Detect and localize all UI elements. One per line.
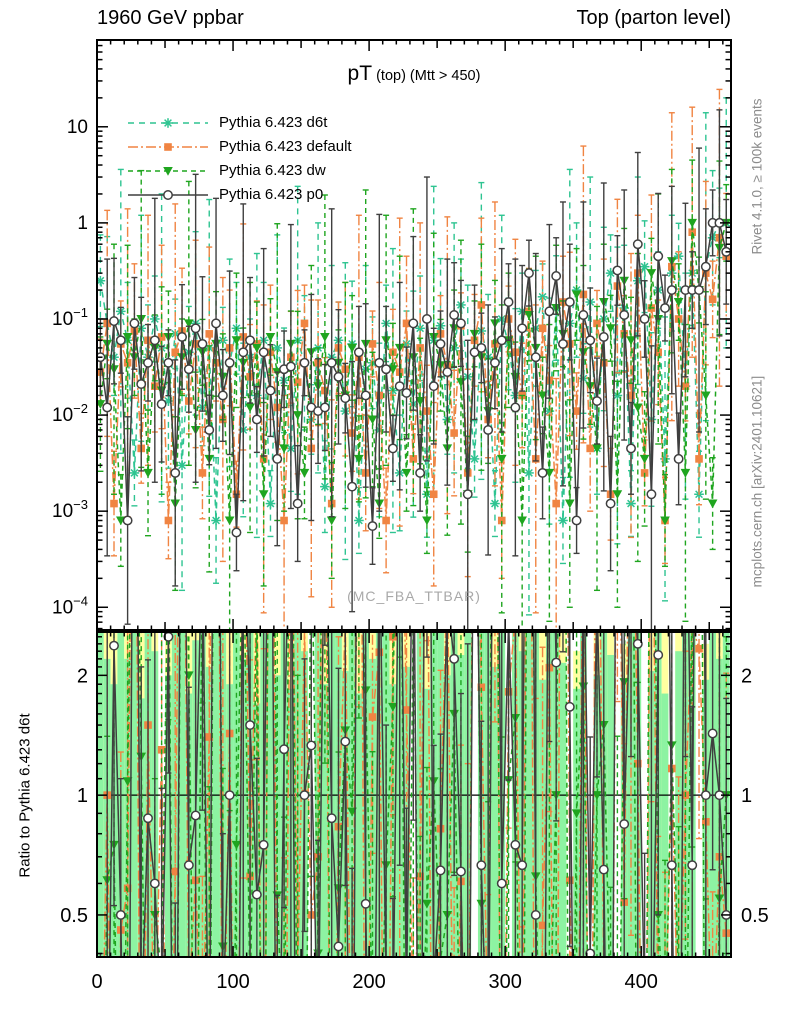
svg-text:10−1: $10^{-1}$ — [52, 304, 88, 330]
header-beam-energy: 1960 GeV ppbar — [97, 7, 244, 29]
legend-label-default: Pythia 6.423 default — [219, 137, 352, 155]
analysis-watermark: (MC_FBA_TTBAR) — [347, 588, 481, 604]
svg-text:1: 1 — [741, 785, 753, 808]
legend-label-p0: Pythia 6.423 p0 — [219, 185, 324, 203]
svg-text:2: 2 — [76, 665, 88, 688]
svg-text:400: 400 — [624, 971, 658, 993]
legend-item-dw — [126, 158, 352, 182]
legend-item-p0 — [126, 182, 352, 206]
svg-text:0: 0 — [91, 971, 103, 993]
ratio-axis-title: Ratio to Pythia 6.423 d6t — [16, 713, 34, 878]
svg-text:100: 100 — [216, 971, 250, 993]
plot-title — [97, 62, 731, 86]
legend-label-d6t: Pythia 6.423 d6t — [219, 113, 328, 131]
legend-item-d6t — [126, 110, 352, 134]
svg-text:10−2: $10^{-2}$ — [52, 401, 88, 427]
plot-title-main: pT — [347, 62, 373, 85]
svg-text:0.5: 0.5 — [741, 904, 769, 927]
svg-text:200: 200 — [352, 971, 386, 993]
legend-label-dw: Pythia 6.423 dw — [219, 161, 326, 179]
side-note-rivet-version: Rivet 4.1.0, ≥ 100k events — [749, 98, 765, 255]
svg-text:10−3: $10^{-3}$ — [52, 497, 88, 523]
legend-sample-dw-icon — [126, 162, 210, 178]
legend-item-default — [126, 134, 352, 158]
side-note-mcplots-arxiv: mcplots.cern.ch [arXiv:2401.10621] — [749, 375, 765, 588]
legend — [126, 110, 352, 206]
legend-sample-default-icon — [126, 138, 210, 154]
svg-text:1: 1 — [76, 785, 88, 808]
svg-text:300: 300 — [488, 971, 522, 993]
svg-text:10−4: $10^{-4}$ — [52, 593, 88, 619]
header-process: Top (parton level) — [576, 7, 731, 29]
svg-text:10: 10 — [66, 116, 88, 138]
legend-sample-d6t-icon — [126, 114, 210, 130]
plot-title-sub: (top) (Mtt > 450) — [372, 68, 481, 84]
svg-text:2: 2 — [741, 665, 753, 688]
svg-text:1: 1 — [77, 212, 88, 234]
legend-sample-p0-icon — [126, 186, 210, 202]
svg-text:0.5: 0.5 — [60, 904, 88, 927]
